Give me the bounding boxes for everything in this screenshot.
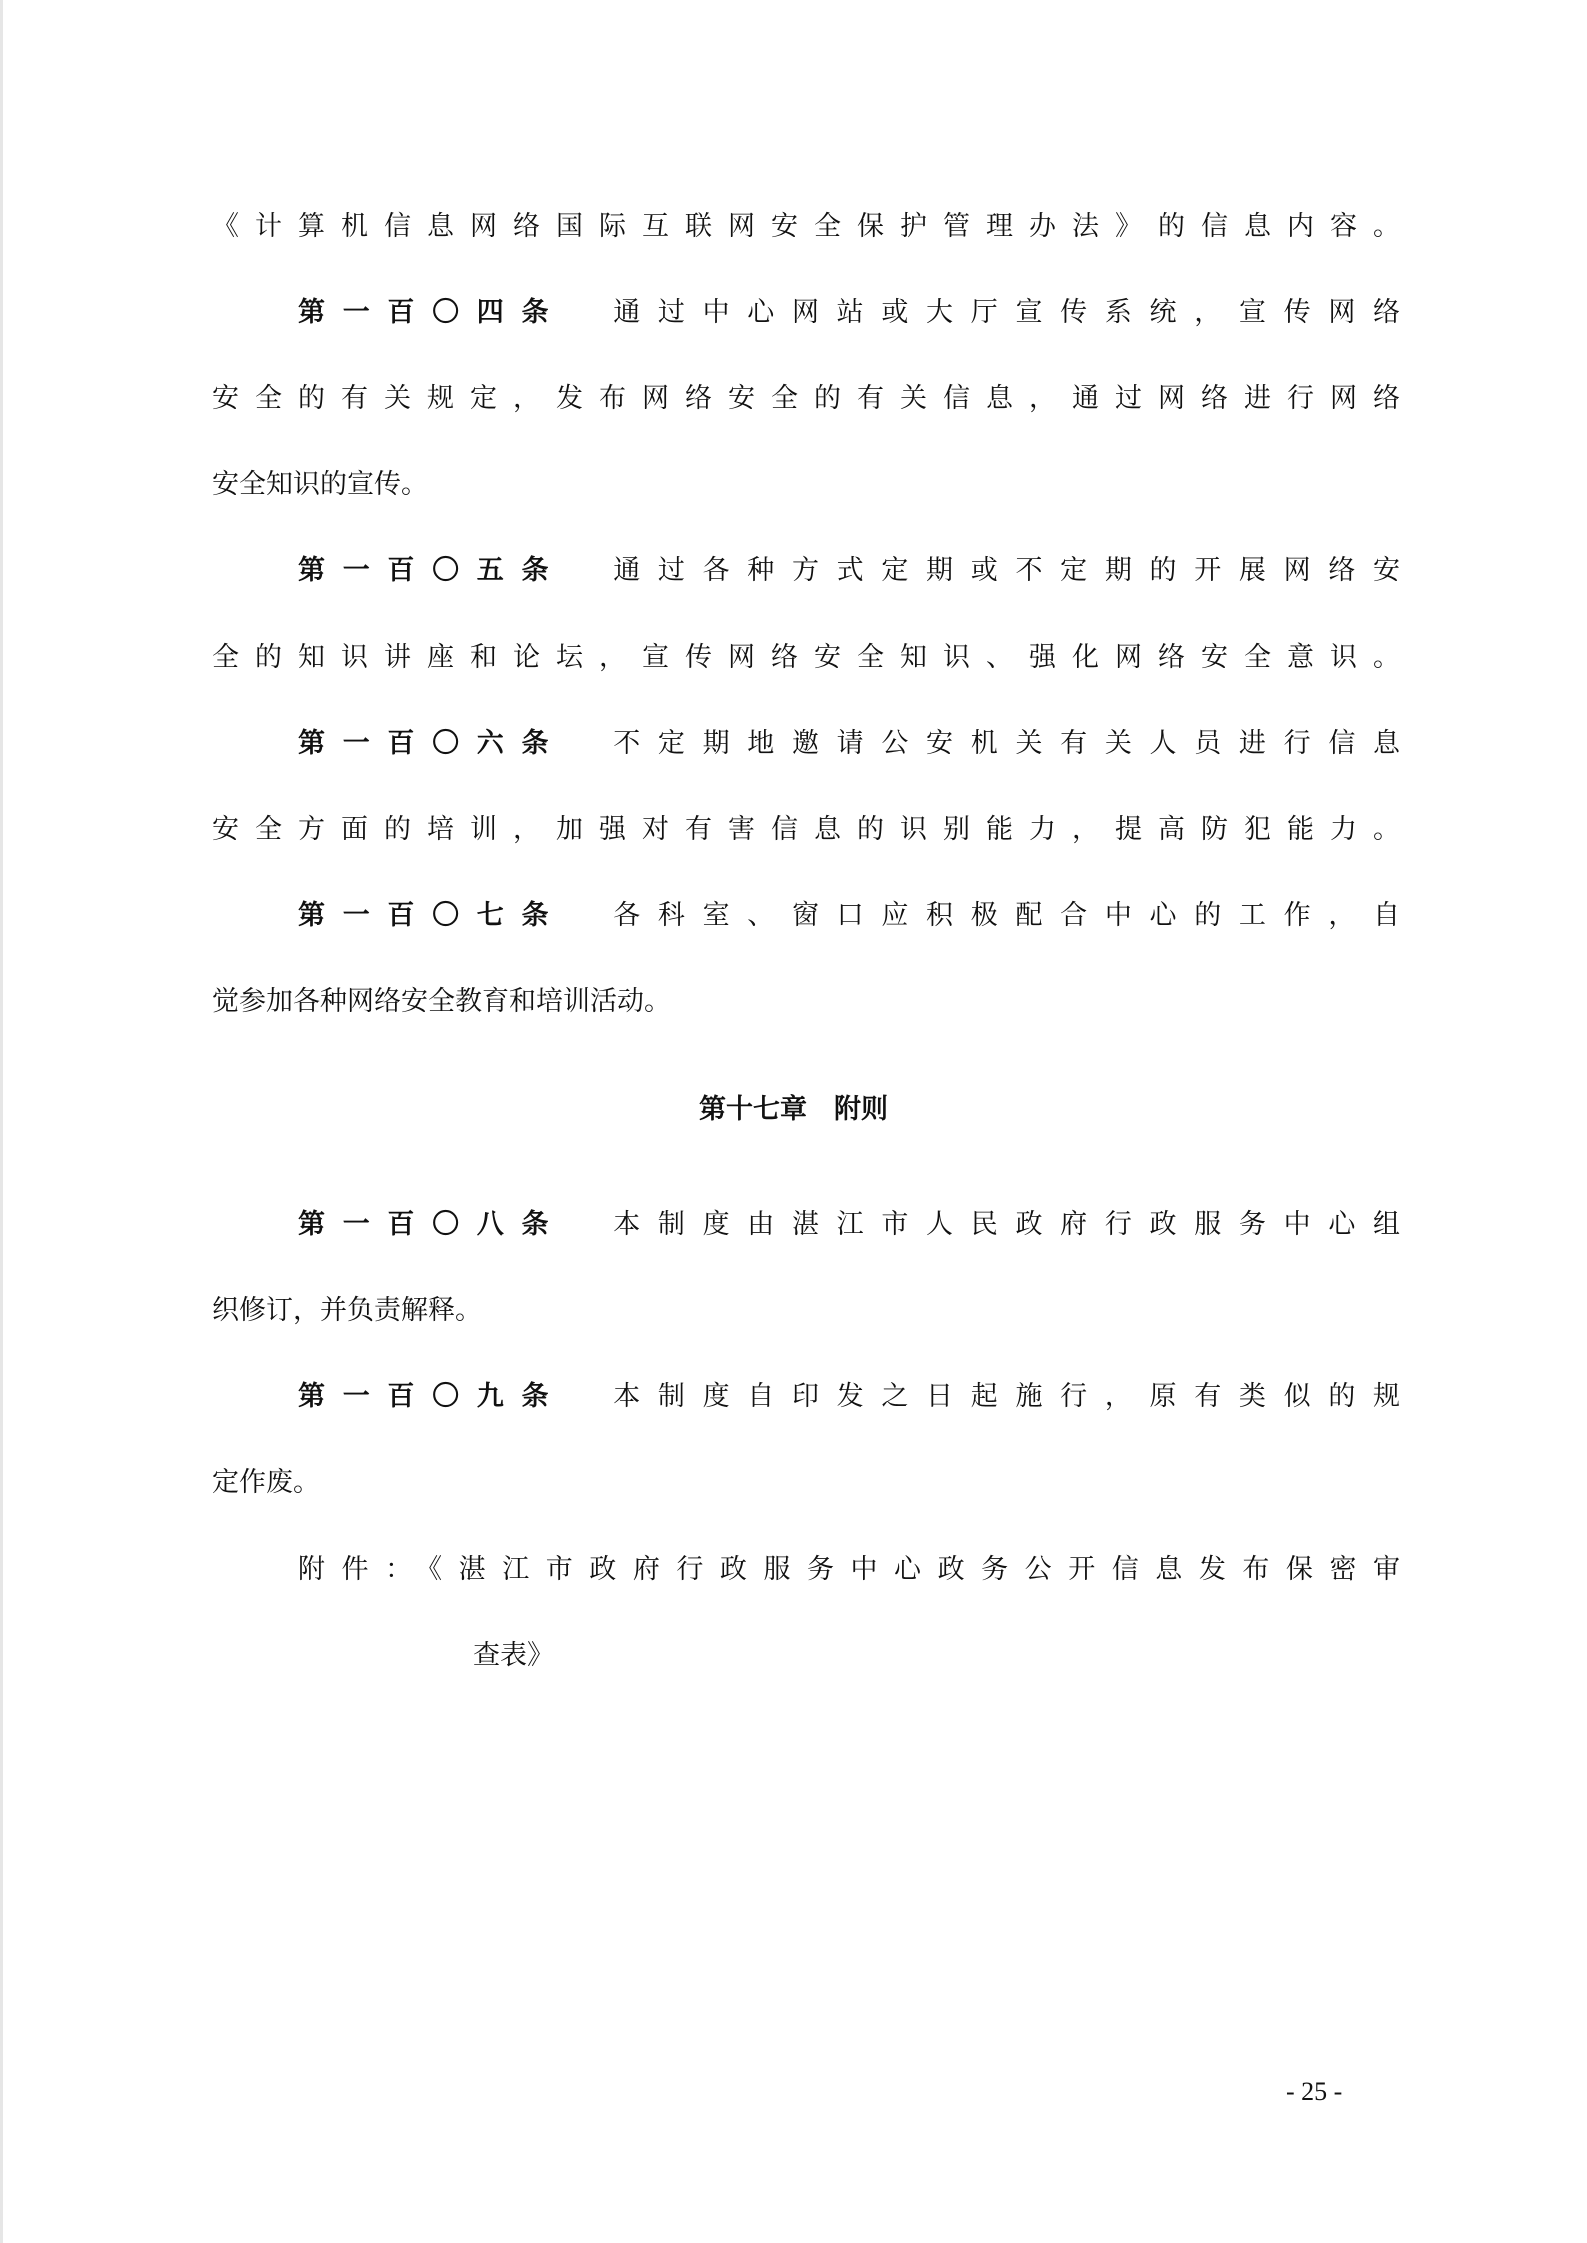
article-107-line xyxy=(298,894,1400,937)
article-text: 本制度自印发之日起施行，原有类似的规 xyxy=(613,1381,1401,1412)
article-label: 第一百〇七条 xyxy=(298,900,567,931)
article-text: 通过中心网站或大厅宣传系统，宣传网络 xyxy=(613,297,1401,328)
article-106-line xyxy=(298,722,1400,765)
article-label: 第一百〇五条 xyxy=(298,555,567,586)
attachment-line-cont: 查表》 xyxy=(473,1640,554,1671)
article-text: 通过各种方式定期或不定期的开展网络安 xyxy=(613,555,1401,586)
text-line: 安全知识的宣传。 xyxy=(212,469,428,500)
article-105-line xyxy=(298,549,1400,592)
text-line: 定作废。 xyxy=(212,1467,320,1498)
article-text: 各科室、窗口应积极配合中心的工作，自 xyxy=(613,900,1401,931)
article-104-line xyxy=(298,291,1400,334)
text-line: 觉参加各种网络安全教育和培训活动。 xyxy=(212,986,671,1017)
text-line: 《计算机信息网络国际互联网安全保护管理办法》的信息内容。 xyxy=(212,211,1400,242)
page-number: - 25 - xyxy=(1286,2077,1343,2106)
article-108-line xyxy=(298,1203,1400,1246)
text-line: 安全方面的培训，加强对有害信息的识别能力，提高防犯能力。 xyxy=(212,814,1400,845)
text-line: 安全的有关规定，发布网络安全的有关信息，通过网络进行网络 xyxy=(212,383,1400,414)
attachment-line: 附件：《湛江市政府行政服务中心政务公开信息发布保密审 xyxy=(298,1554,1400,1585)
chapter-heading: 第十七章 附则 xyxy=(699,1094,888,1125)
article-text: 不定期地邀请公安机关有关人员进行信息 xyxy=(613,728,1401,759)
article-109-line xyxy=(298,1375,1400,1418)
article-label: 第一百〇九条 xyxy=(298,1381,567,1412)
article-label: 第一百〇四条 xyxy=(298,297,567,328)
text-line: 全的知识讲座和论坛，宣传网络安全知识、强化网络安全意识。 xyxy=(212,642,1400,673)
text-line: 织修订，并负责解释。 xyxy=(212,1295,482,1326)
article-label: 第一百〇六条 xyxy=(298,728,567,759)
article-text: 本制度由湛江市人民政府行政服务中心组 xyxy=(613,1209,1401,1240)
article-label: 第一百〇八条 xyxy=(298,1209,567,1240)
